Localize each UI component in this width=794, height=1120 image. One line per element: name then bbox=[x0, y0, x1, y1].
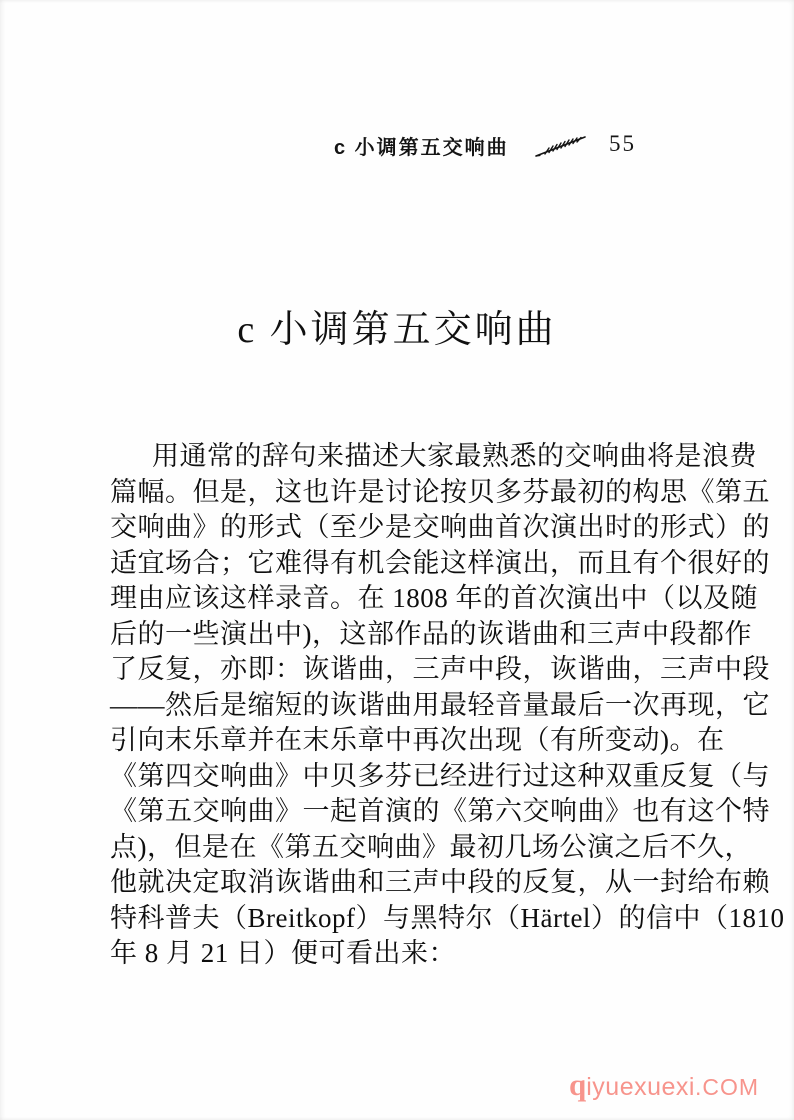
watermark-tld: .COM bbox=[694, 1074, 760, 1100]
chapter-title: c 小调第五交响曲 bbox=[237, 309, 557, 351]
watermark-name: iyuexuexi bbox=[586, 1073, 695, 1101]
text-line: 年 8 月 21 日）便可看出来： bbox=[110, 938, 456, 968]
watermark bbox=[569, 1067, 760, 1106]
text-line: 理由应该这样录音。在 1808 年的首次演出中（以及随 bbox=[110, 583, 758, 613]
text-line: 用通常的辞句来描述大家最熟悉的交响曲将是浪费 bbox=[152, 441, 757, 471]
text-line: 交响曲》的形式（至少是交响曲首次演出时的形式）的 bbox=[110, 512, 770, 542]
text-line: 篇幅。但是，这也许是讨论按贝多芬最初的构思《第五 bbox=[110, 476, 770, 507]
page-number: 55 bbox=[609, 131, 636, 156]
text-line: 点)，但是在《第五交响曲》最初几场公演之后不久， bbox=[110, 831, 752, 862]
text-line: 后的一些演出中)，这部作品的诙谐曲和三声中段都作 bbox=[110, 618, 752, 649]
running-header bbox=[0, 131, 794, 161]
text-line: 《第四交响曲》中贝多芬已经进行过这种双重反复（与 bbox=[110, 760, 770, 791]
text-line: 引向末乐章并在末乐章中再次出现（有所变动)。在 bbox=[110, 725, 725, 755]
feather-flourish-icon bbox=[533, 133, 589, 159]
text-line: 特科普夫（Breitkopf）与黑特尔（Härtel）的信中（1810 bbox=[110, 902, 785, 933]
text-line: 适宜场合；它难得有机会能这样演出，而且有个很好的 bbox=[110, 547, 770, 578]
watermark-initial: q bbox=[569, 1067, 587, 1102]
text-line: 他就决定取消诙谐曲和三声中段的反复，从一封给布赖 bbox=[110, 867, 770, 897]
body-paragraph bbox=[110, 439, 785, 972]
text-line: ——然后是缩短的诙谐曲用最轻音量最后一次再现，它 bbox=[110, 689, 770, 720]
text-line: 了反复，亦即：诙谐曲，三声中段，诙谐曲，三声中段 bbox=[110, 654, 770, 684]
running-header-title: c 小调第五交响曲 bbox=[334, 137, 509, 159]
text-line: 《第五交响曲》一起首演的《第六交响曲》也有这个特 bbox=[110, 796, 770, 826]
